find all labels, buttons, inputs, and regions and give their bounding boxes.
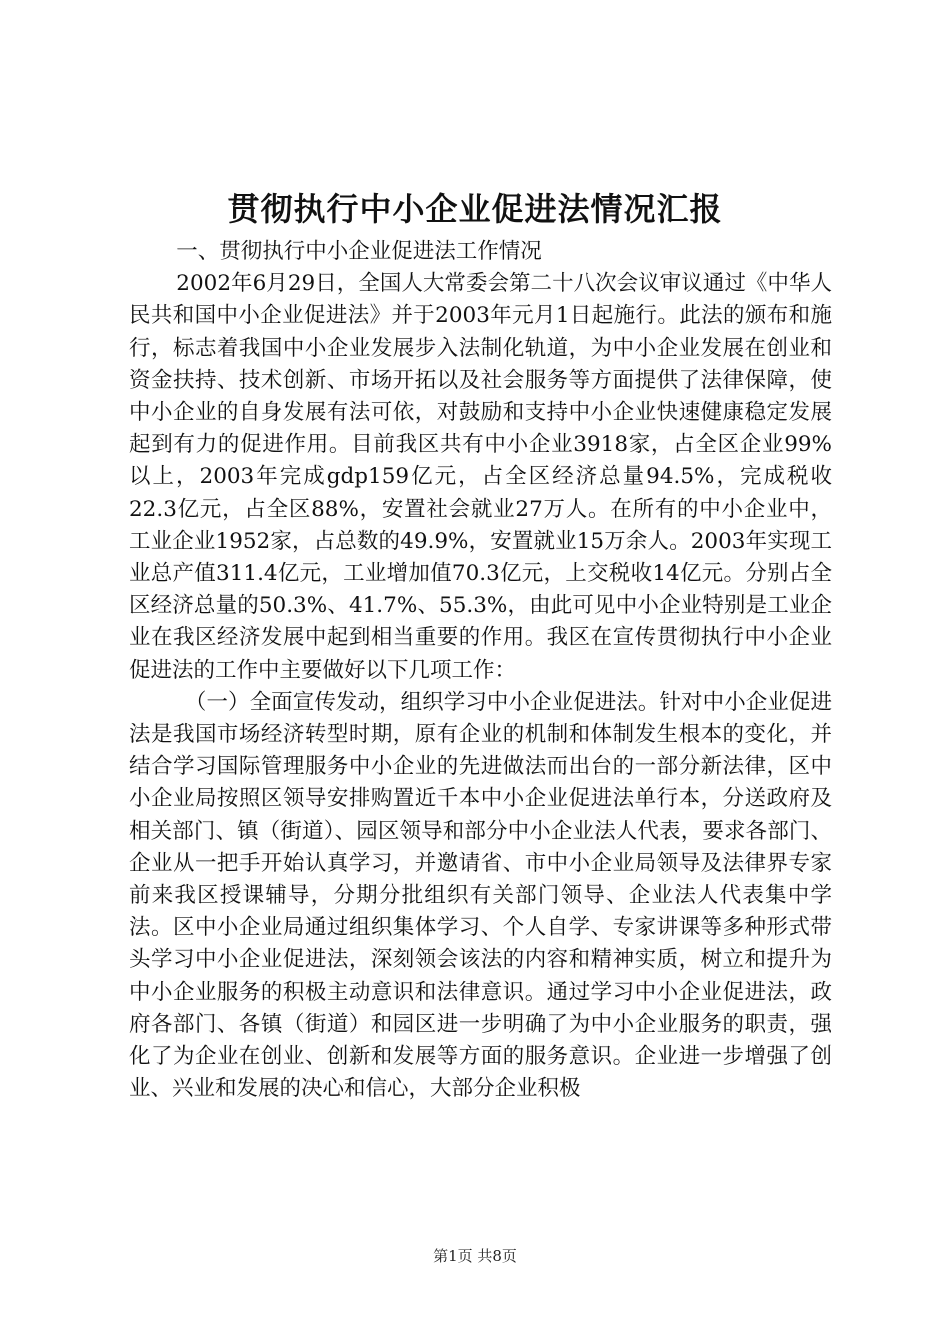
page-footer: 第1页 共8页: [433, 1247, 517, 1265]
section-heading: 一、贯彻执行中小企业促进法工作情况: [176, 239, 542, 264]
paragraph-1: 2002年6月29日，全国人大常委会第二十八次会议审议通过《中华人民共和国中小企业促进法》并于2003年元月1日起施行。此法的颁布和施行，标志着我国中小企业发展步入法制化轨道，为中小企业发展在创业和资金扶持、技术创新、市场开拓以及社会服务等方面提供了法律保障，使中小企业的自身发展有法可依，对鼓励和支持中小企业快速健康稳定发展起到有力的促进作用。目前我区共有中小企业3918家，占全区企业99%以上，2003年完成gdp159亿元，占全区经济总量94.5%，完成税收22.3亿元，占全区88%，安置社会就业27万人。在所有的中小企业中，工业企业1952家，占总数的49.9%，安置就业15万余人。2003年实现工业总产值311.4亿元，工业增加值70.3亿元，上交税收14亿元。分别占全区经济总量的50.3%、41.7%、55.3%，由此可见中小企业特别是工业企业在我区经济发展中起到相当重要的作用。我区在宣传贯彻执行中小企业促进法的工作中主要做好以下几项工作：: [129, 271, 832, 683]
document-title: 贯彻执行中小企业促进法情况汇报: [227, 190, 723, 228]
paragraph-2: （一）全面宣传发动，组织学习中小企业促进法。针对中小企业促进法是我国市场经济转型时期，原有企业的机制和体制发生根本的变化，并结合学习国际管理服务中小企业的先进做法而出台的一部分新法律，区中小企业局按照区领导安排购置近千本中小企业促进法单行本，分送政府及相关部门、镇（街道）、园区领导和部分中小企业法人代表，要求各部门、企业从一把手开始认真学习，并邀请省、市中小企业局领导及法律界专家前来我区授课辅导，分期分批组织有关部门领导、企业法人代表集中学法。区中小企业局通过组织集体学习、个人自学、专家讲课等多种形式带头学习中小企业促进法，深刻领会该法的内容和精神实质，树立和提升为中小企业服务的积极主动意识和法律意识。通过学习中小企业促进法，政府各部门、各镇（街道）和园区进一步明确了为中小企业服务的职责，强化了为企业在创业、创新和发展等方面的服务意识。企业进一步增强了创业、兴业和发展的决心和信心，大部分企业积极: [129, 689, 832, 1102]
document-body: [129, 236, 832, 1105]
